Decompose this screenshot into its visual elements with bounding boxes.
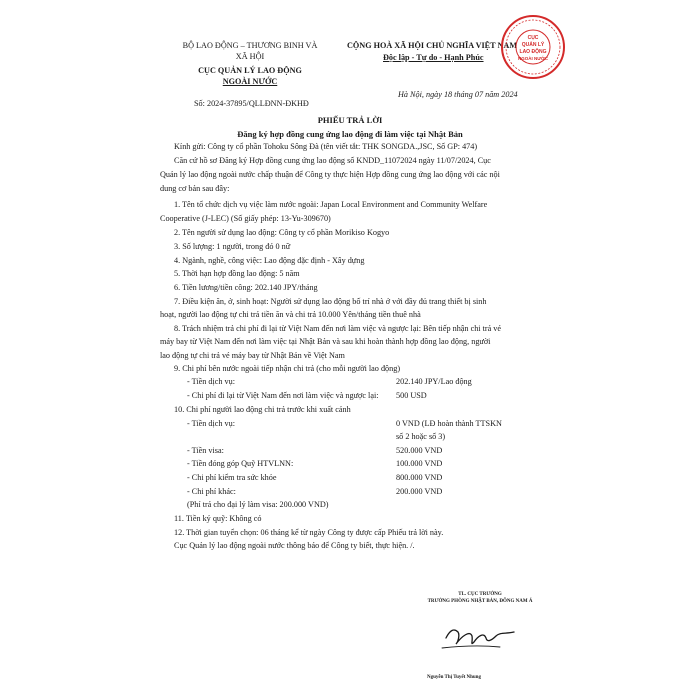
item-12: 12. Thời gian tuyển chọn: 06 tháng kể từ ngày Công ty được cấp Phiếu trả lời này. [174,528,444,537]
item-10-fee-label: - Tiền dịch vụ: [187,419,235,428]
handwritten-signature [440,616,520,656]
item-9-travel-label: - Chi phí đi lại từ Việt Nam đến nơi làm việc và ngược lại: [187,391,379,400]
org-department-line1: CỤC QUẢN LÝ LAO ĐỘNG [198,66,302,75]
item-9-fee-label: - Tiền dịch vụ: [187,377,235,386]
org-ministry-line2: XÃ HỘI [235,52,265,61]
item-6: 6. Tiền lương/tiền công: 202.140 JPY/tháng [174,283,318,292]
item-9: 9. Chi phí bên nước ngoài tiếp nhận chi trả (cho mỗi người lao động) [174,364,401,373]
item-1-line-2: Cooperative (J-LEC) (Số giấy phép: 13-Yu-309670) [160,214,331,223]
item-10: 10. Chi phí người lao động chi trả trước khi xuất cảnh [174,405,351,414]
document-number: Số: 2024-37895/QLLĐNN-ĐKHĐ [194,99,309,108]
stamp-text-1: CỤC [527,35,539,41]
item-1-line-1: 1. Tên tổ chức dịch vụ việc làm nước ngoài: Japan Local Environment and Community Welfare [174,200,488,209]
org-department-line2: NGOÀI NƯỚC [222,77,278,86]
item-10-health-label: - Chi phí kiểm tra sức khỏe [187,473,277,482]
item-10-fund-value: 100.000 VND [396,459,443,468]
item-10-fee-value-2: số 2 hoặc số 3) [396,432,446,441]
item-10-visa-value: 520.000 VND [396,446,443,455]
item-10-fee-value-1: 0 VND (LĐ hoàn thành TTSKN [396,419,502,428]
item-3: 3. Số lượng: 1 người, trong đó 0 nữ [174,242,291,251]
stamp-text-2: QUẢN LÝ [521,42,545,48]
item-10-other-label: - Chi phí khác: [187,487,236,496]
stamp-text-3: LAO ĐỘNG [519,49,547,55]
item-10-health-value: 800.000 VND [396,473,443,482]
signer-name: Nguyễn Thị Tuyết Nhung [427,675,481,680]
document-date: Hà Nội, ngày 18 tháng 07 năm 2024 [398,90,518,99]
document-subtitle: Đăng ký hợp đồng cung ứng lao động đi làm việc tại Nhật Bản [237,129,463,139]
item-5: 5. Thời hạn hợp đồng lao động: 5 năm [174,269,300,278]
item-4: 4. Ngành, nghề, công việc: Lao động đặc định - Xây dựng [174,256,365,265]
signature-title-2: TRƯỞNG PHÒNG NHẬT BẢN, ĐÔNG NAM Á [427,599,533,604]
intro-line-1: Căn cứ hồ sơ Đăng ký Hợp đồng cung ứng lao động số KNDD_11072024 ngày 11/07/2024, Cục [174,156,491,165]
item-9-travel-value: 500 USD [396,391,427,400]
item-9-fee-value: 202.140 JPY/Lao động [396,377,472,386]
closing-line: Cục Quản lý lao động ngoài nước thông báo để Công ty biết, thực hiện. /. [174,541,415,550]
recipient-line: Kính gửi: Công ty cổ phần Tohoku Sông Đà (tên viết tắt: THK SONGDA.,JSC, Số GP: 474) [174,142,478,151]
item-10-other-value: 200.000 VND [396,487,443,496]
item-10-note: (Phí trả cho đại lý làm visa: 200.000 VND) [187,500,329,509]
national-motto: Độc lập - Tự do - Hạnh Phúc [383,53,484,62]
item-8-line-2: máy bay từ Việt Nam đến nơi làm việc tại Nhật Bản và sau khi hoàn thành hợp đồng lao động, người [160,337,491,346]
item-7-line-2: hoạt, người lao động tự chi trả tiền ăn và chi trả 10.000 Yên/tháng tiền thuê nhà [160,310,421,319]
item-7-line-1: 7. Điều kiện ăn, ở, sinh hoạt: Người sử dụng lao động bố trí nhà ở với đầy đủ trang thiết bị sinh [174,297,487,306]
item-10-visa-label: - Tiền visa: [187,446,224,455]
item-2: 2. Tên người sử dụng lao động: Công ty cổ phần Morikiso Kogyo [174,228,390,237]
intro-line-2: Quản lý lao động ngoài nước chấp thuận để Công ty thực hiện Hợp đồng cung ứng lao động với các nội [160,170,500,179]
item-10-fund-label: - Tiền đóng góp Quỹ HTVLNN: [187,459,294,468]
item-11: 11. Tiền ký quỹ: Không có [174,514,262,523]
national-title: CỘNG HOÀ XÃ HỘI CHỦ NGHĨA VIỆT NAM [347,41,518,50]
signature-title-1: TL. CỤC TRƯỞNG [458,592,502,597]
org-ministry-line1: BỘ LAO ĐỘNG – THƯƠNG BINH VÀ [182,41,318,50]
item-8-line-3: lao động tự chi trả vé máy bay từ Nhật Bản về Việt Nam [160,351,345,360]
intro-line-3: dung cơ bản sau đây: [160,184,230,193]
item-8-line-1: 8. Trách nhiệm trả chi phí đi lại từ Việt Nam đến nơi làm việc và ngược lại: Bên tiếp nhận chi trả vé [174,324,502,333]
document-title: PHIẾU TRẢ LỜI [317,115,383,125]
official-seal-stamp [500,14,566,80]
stamp-text-4: NGOÀI NƯỚC [517,56,549,61]
